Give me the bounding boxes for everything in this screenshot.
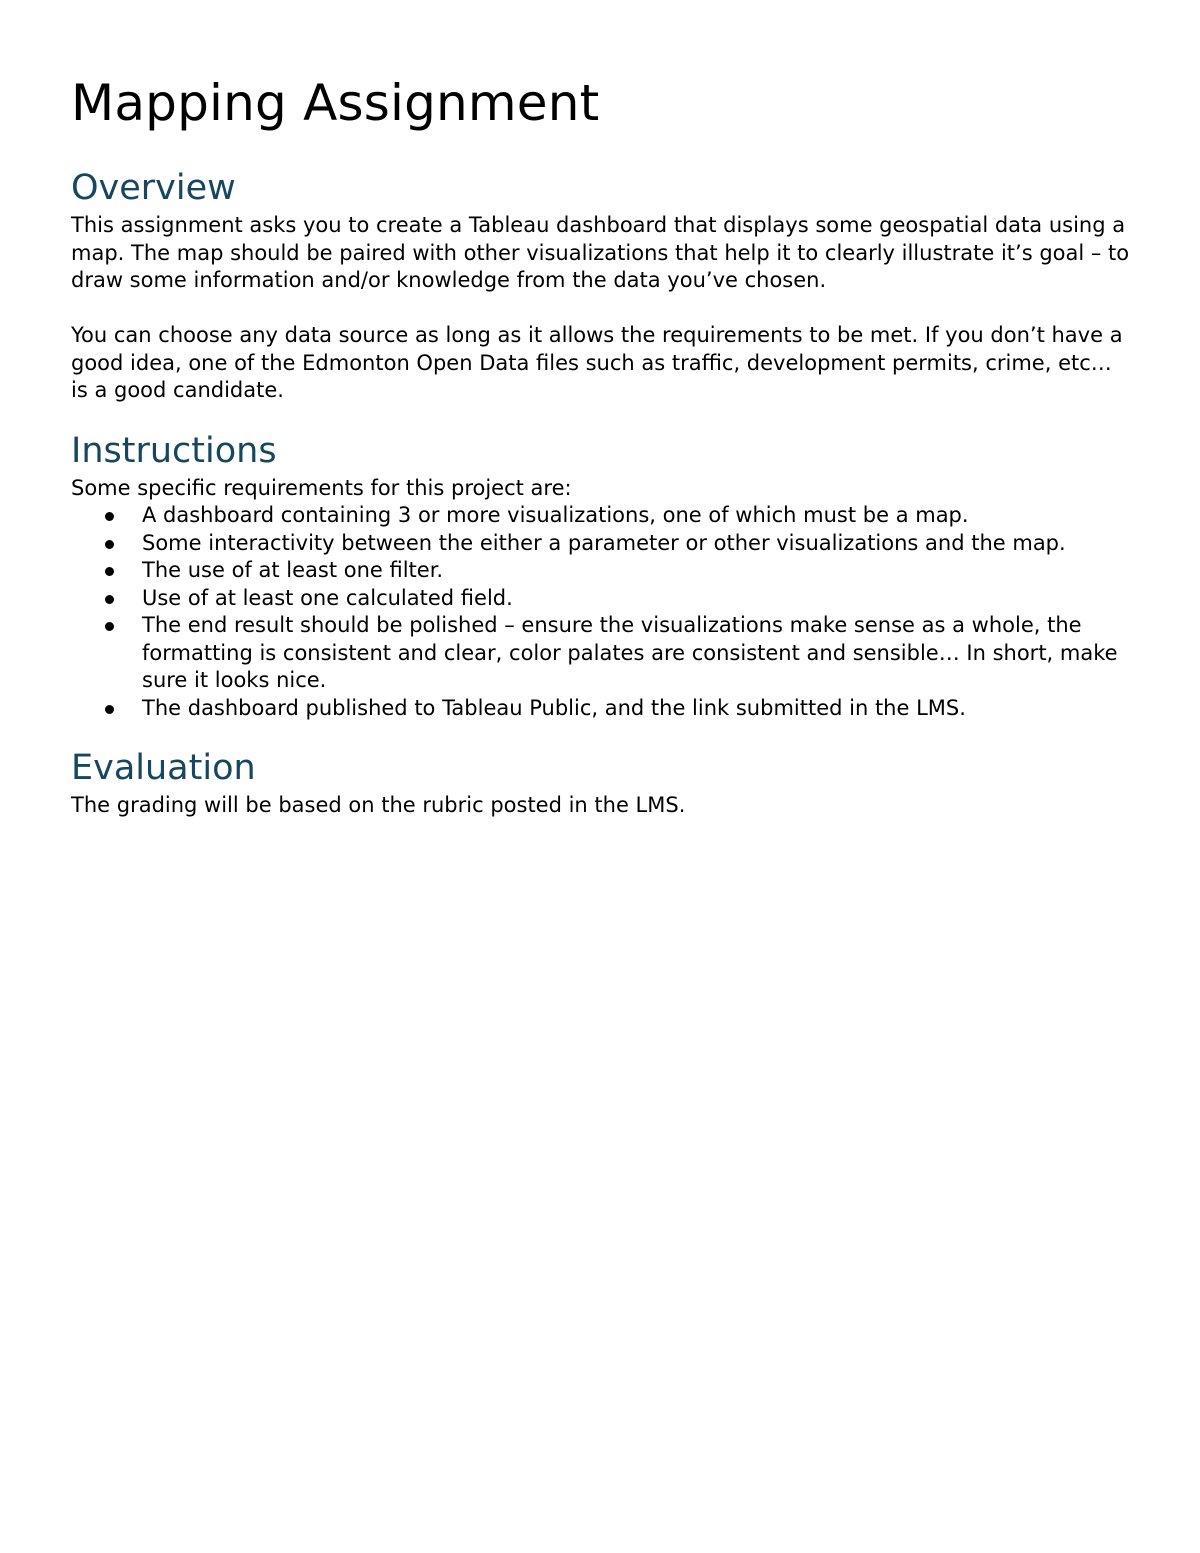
document-title: Mapping Assignment [71, 74, 600, 132]
document-page [71, 66, 1131, 820]
bullet-icon [105, 567, 114, 576]
evaluation-heading: Evaluation [71, 748, 256, 788]
bullet-icon [105, 595, 114, 604]
bullet-icon [105, 705, 114, 714]
list-item-text: The end result should be polished – ensure the visualizations make sense as a whole, the formatting is consistent and clear, color palates are consistent and sensible… In short, make sure it looks nice. [142, 613, 1118, 692]
list-item-text: The use of at least one filter. [142, 558, 444, 582]
bullet-icon [105, 512, 114, 521]
list-item [71, 612, 1131, 695]
overview-paragraph-2: You can choose any data source as long as it allows the requirements to be met. If you don’t have a good idea, one of the Edmonton Open Data files such as traffic, development permits, crime, etc… is a good candidate. [71, 323, 1123, 402]
list-item [71, 502, 1131, 530]
instructions-intro: Some specific requirements for this project are: [71, 475, 572, 500]
bullet-icon [105, 622, 114, 631]
instructions-heading: Instructions [71, 430, 277, 471]
requirements-list [71, 502, 1131, 722]
bullet-icon [105, 540, 114, 549]
list-item-text: Some interactivity between the either a parameter or other visualizations and the map. [142, 530, 1066, 555]
list-item [71, 557, 1131, 585]
list-item [71, 530, 1131, 558]
list-item-text: Use of at least one calculated field. [142, 585, 513, 610]
evaluation-text: The grading will be based on the rubric posted in the LMS. [71, 793, 686, 817]
overview-paragraph-1: This assignment asks you to create a Tableau dashboard that displays some geospatial data using a map. The map should be paired with other visualizations that help it to clearly illustrate it’s goal – to draw some information and/or knowledge from the data you’ve chosen. [71, 213, 1130, 292]
list-item [71, 695, 1131, 723]
list-item-text: The dashboard published to Tableau Public, and the link submitted in the LMS. [142, 695, 966, 720]
list-item-text: A dashboard containing 3 or more visualizations, one of which must be a map. [142, 503, 969, 527]
overview-heading: Overview [71, 168, 236, 208]
list-item [71, 585, 1131, 613]
